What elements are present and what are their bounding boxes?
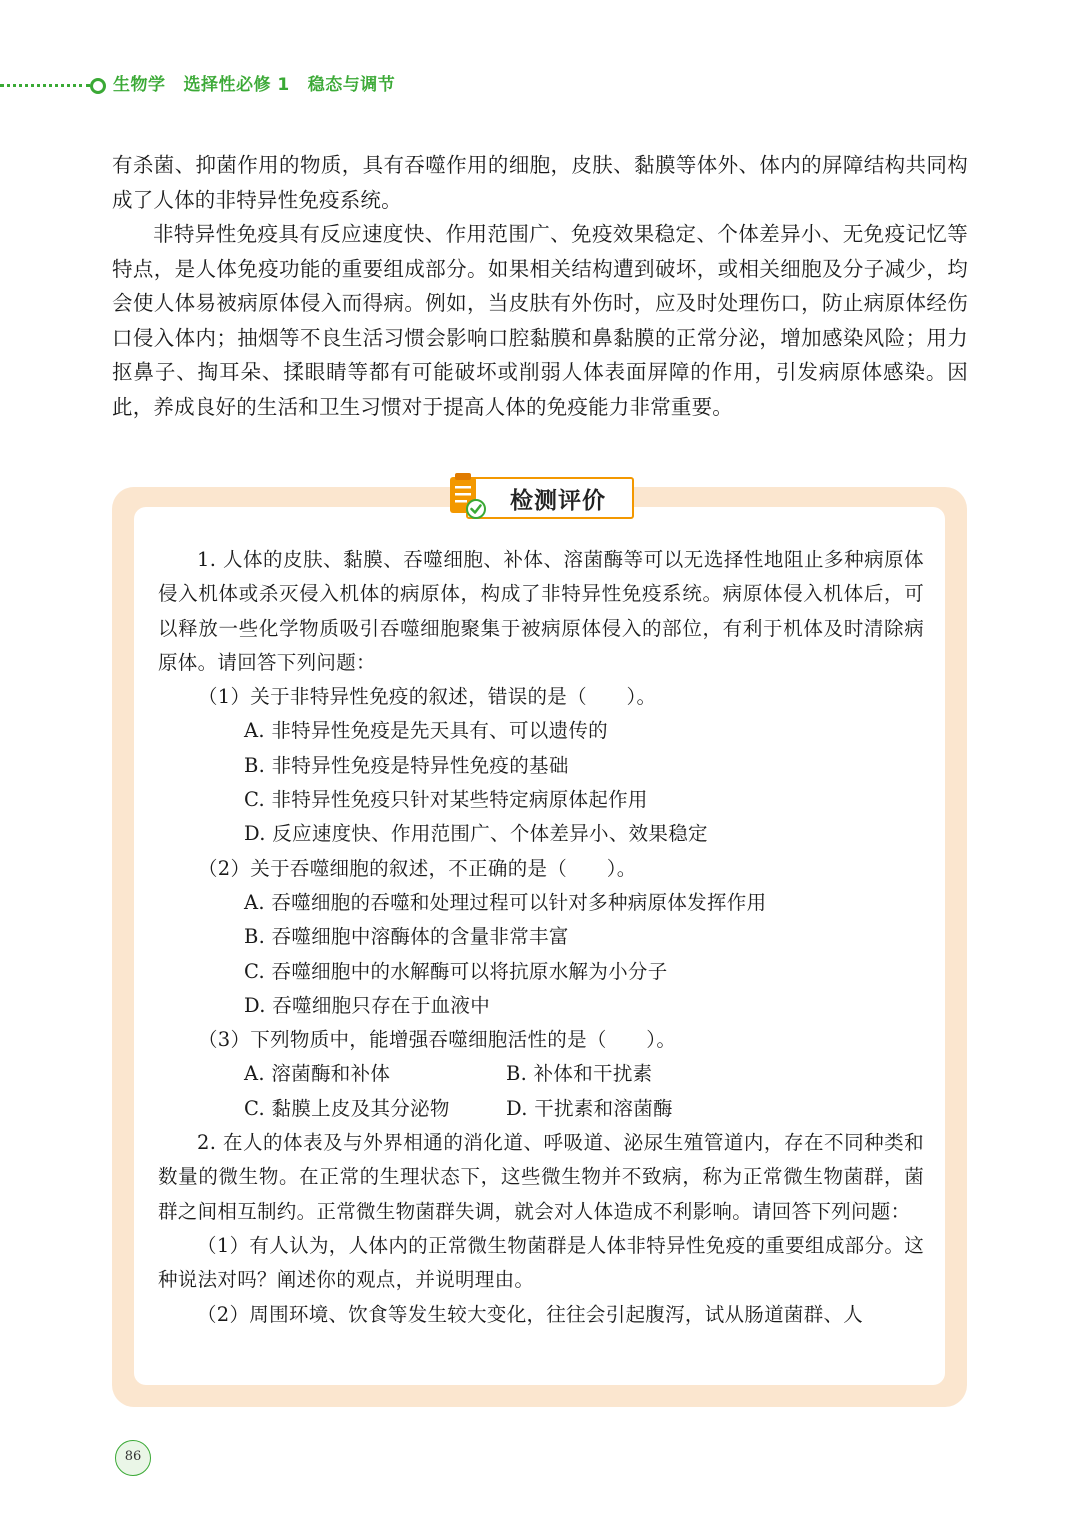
header-dotted-rule	[0, 84, 90, 87]
section-title: 检测评价	[510, 488, 606, 514]
running-header	[0, 70, 560, 100]
body-paragraph: 有杀菌、抑菌作用的物质，具有吞噬作用的细胞，皮肤、黏膜等体外、体内的屏障结构共同构成了人体的非特异性免疫系统。	[112, 153, 968, 212]
page-number: 86	[124, 1449, 142, 1464]
option-row-1-3-cd	[158, 1092, 924, 1126]
option-1-3-d: D. 干扰素和溶菌酶	[506, 1096, 673, 1120]
option-1-1-a: A. 非特异性免疫是先天具有、可以遗传的	[244, 719, 608, 743]
exercise-block	[158, 543, 924, 1332]
page-number-badge	[115, 1440, 151, 1476]
body-text	[112, 148, 968, 424]
question-1-stem: 1. 人体的皮肤、黏膜、吞噬细胞、补体、溶菌酶等可以无选择性地阻止多种病原体侵入机体或杀灭侵入机体的病原体，构成了非特异性免疫系统。病原体侵入机体后，可以释放一些化学物质吸引吞噬细胞聚集于被病原体侵入的部位，有利于机体及时清除病原体。请回答下列问题：	[158, 548, 924, 674]
section-badge	[440, 471, 634, 521]
option-1-1-b: B. 非特异性免疫是特异性免疫的基础	[244, 753, 569, 777]
question-2-stem: 2. 在人的体表及与外界相通的消化道、呼吸道、泌尿生殖管道内，存在不同种类和数量的微生物。在正常的生理状态下，这些微生物并不致病，称为正常微生物菌群，菌群之间相互制约。正常微生物菌群失调，就会对人体造成不利影响。请回答下列问题：	[158, 1131, 924, 1223]
checklist-icon	[446, 471, 488, 521]
question-1-3: （3）下列物质中，能增强吞噬细胞活性的是（ ）。	[198, 1028, 677, 1052]
question-1-1: （1）关于非特异性免疫的叙述，错误的是（ ）。	[198, 685, 657, 709]
header-book: 选择性必修 1	[183, 75, 290, 95]
question-2-1: （1）有人认为，人体内的正常微生物菌群是人体非特异性免疫的重要组成部分。这种说法对吗？阐述你的观点，并说明理由。	[158, 1233, 924, 1292]
option-1-2-a: A. 吞噬细胞的吞噬和处理过程可以针对多种病原体发挥作用	[244, 890, 767, 914]
option-1-2-c: C. 吞噬细胞中的水解酶可以将抗原水解为小分子	[244, 959, 668, 983]
option-1-2-b: B. 吞噬细胞中溶酶体的含量非常丰富	[244, 925, 569, 949]
header-text	[113, 70, 413, 95]
option-row-1-3-ab	[158, 1057, 924, 1091]
option-1-3-c: C. 黏膜上皮及其分泌物	[244, 1096, 450, 1120]
option-1-3-b: B. 补体和干扰素	[506, 1062, 653, 1086]
header-ring-icon	[90, 78, 106, 94]
option-1-2-d: D. 吞噬细胞只存在于血液中	[244, 993, 491, 1017]
header-subject: 生物学	[113, 75, 166, 95]
question-1-2: （2）关于吞噬细胞的叙述，不正确的是（ ）。	[198, 856, 637, 880]
option-1-1-c: C. 非特异性免疫只针对某些特定病原体起作用	[244, 788, 648, 812]
option-1-3-a: A. 溶菌酶和补体	[244, 1062, 391, 1086]
header-chapter: 稳态与调节	[307, 75, 396, 95]
option-1-1-d: D. 反应速度快、作用范围广、个体差异小、效果稳定	[244, 822, 708, 846]
body-paragraph: 非特异性免疫具有反应速度快、作用范围广、免疫效果稳定、个体差异小、无免疫记忆等特点，是人体免疫功能的重要组成部分。如果相关结构遭到破坏，或相关细胞及分子减少，均会使人体易被病原体侵入而得病。例如，当皮肤有外伤时，应及时处理伤口，防止病原体经伤口侵入体内；抽烟等不良生活习惯会影响口腔黏膜和鼻黏膜的正常分泌，增加感染风险；用力抠鼻子、掏耳朵、揉眼睛等都有可能破坏或削弱人体表面屏障的作用，引发病原体感染。因此，养成良好的生活和卫生习惯对于提高人体的免疫能力非常重要。	[112, 222, 968, 419]
question-2-2: （2）周围环境、饮食等发生较大变化，往往会引起腹泻，试从肠道菌群、人	[197, 1302, 864, 1326]
